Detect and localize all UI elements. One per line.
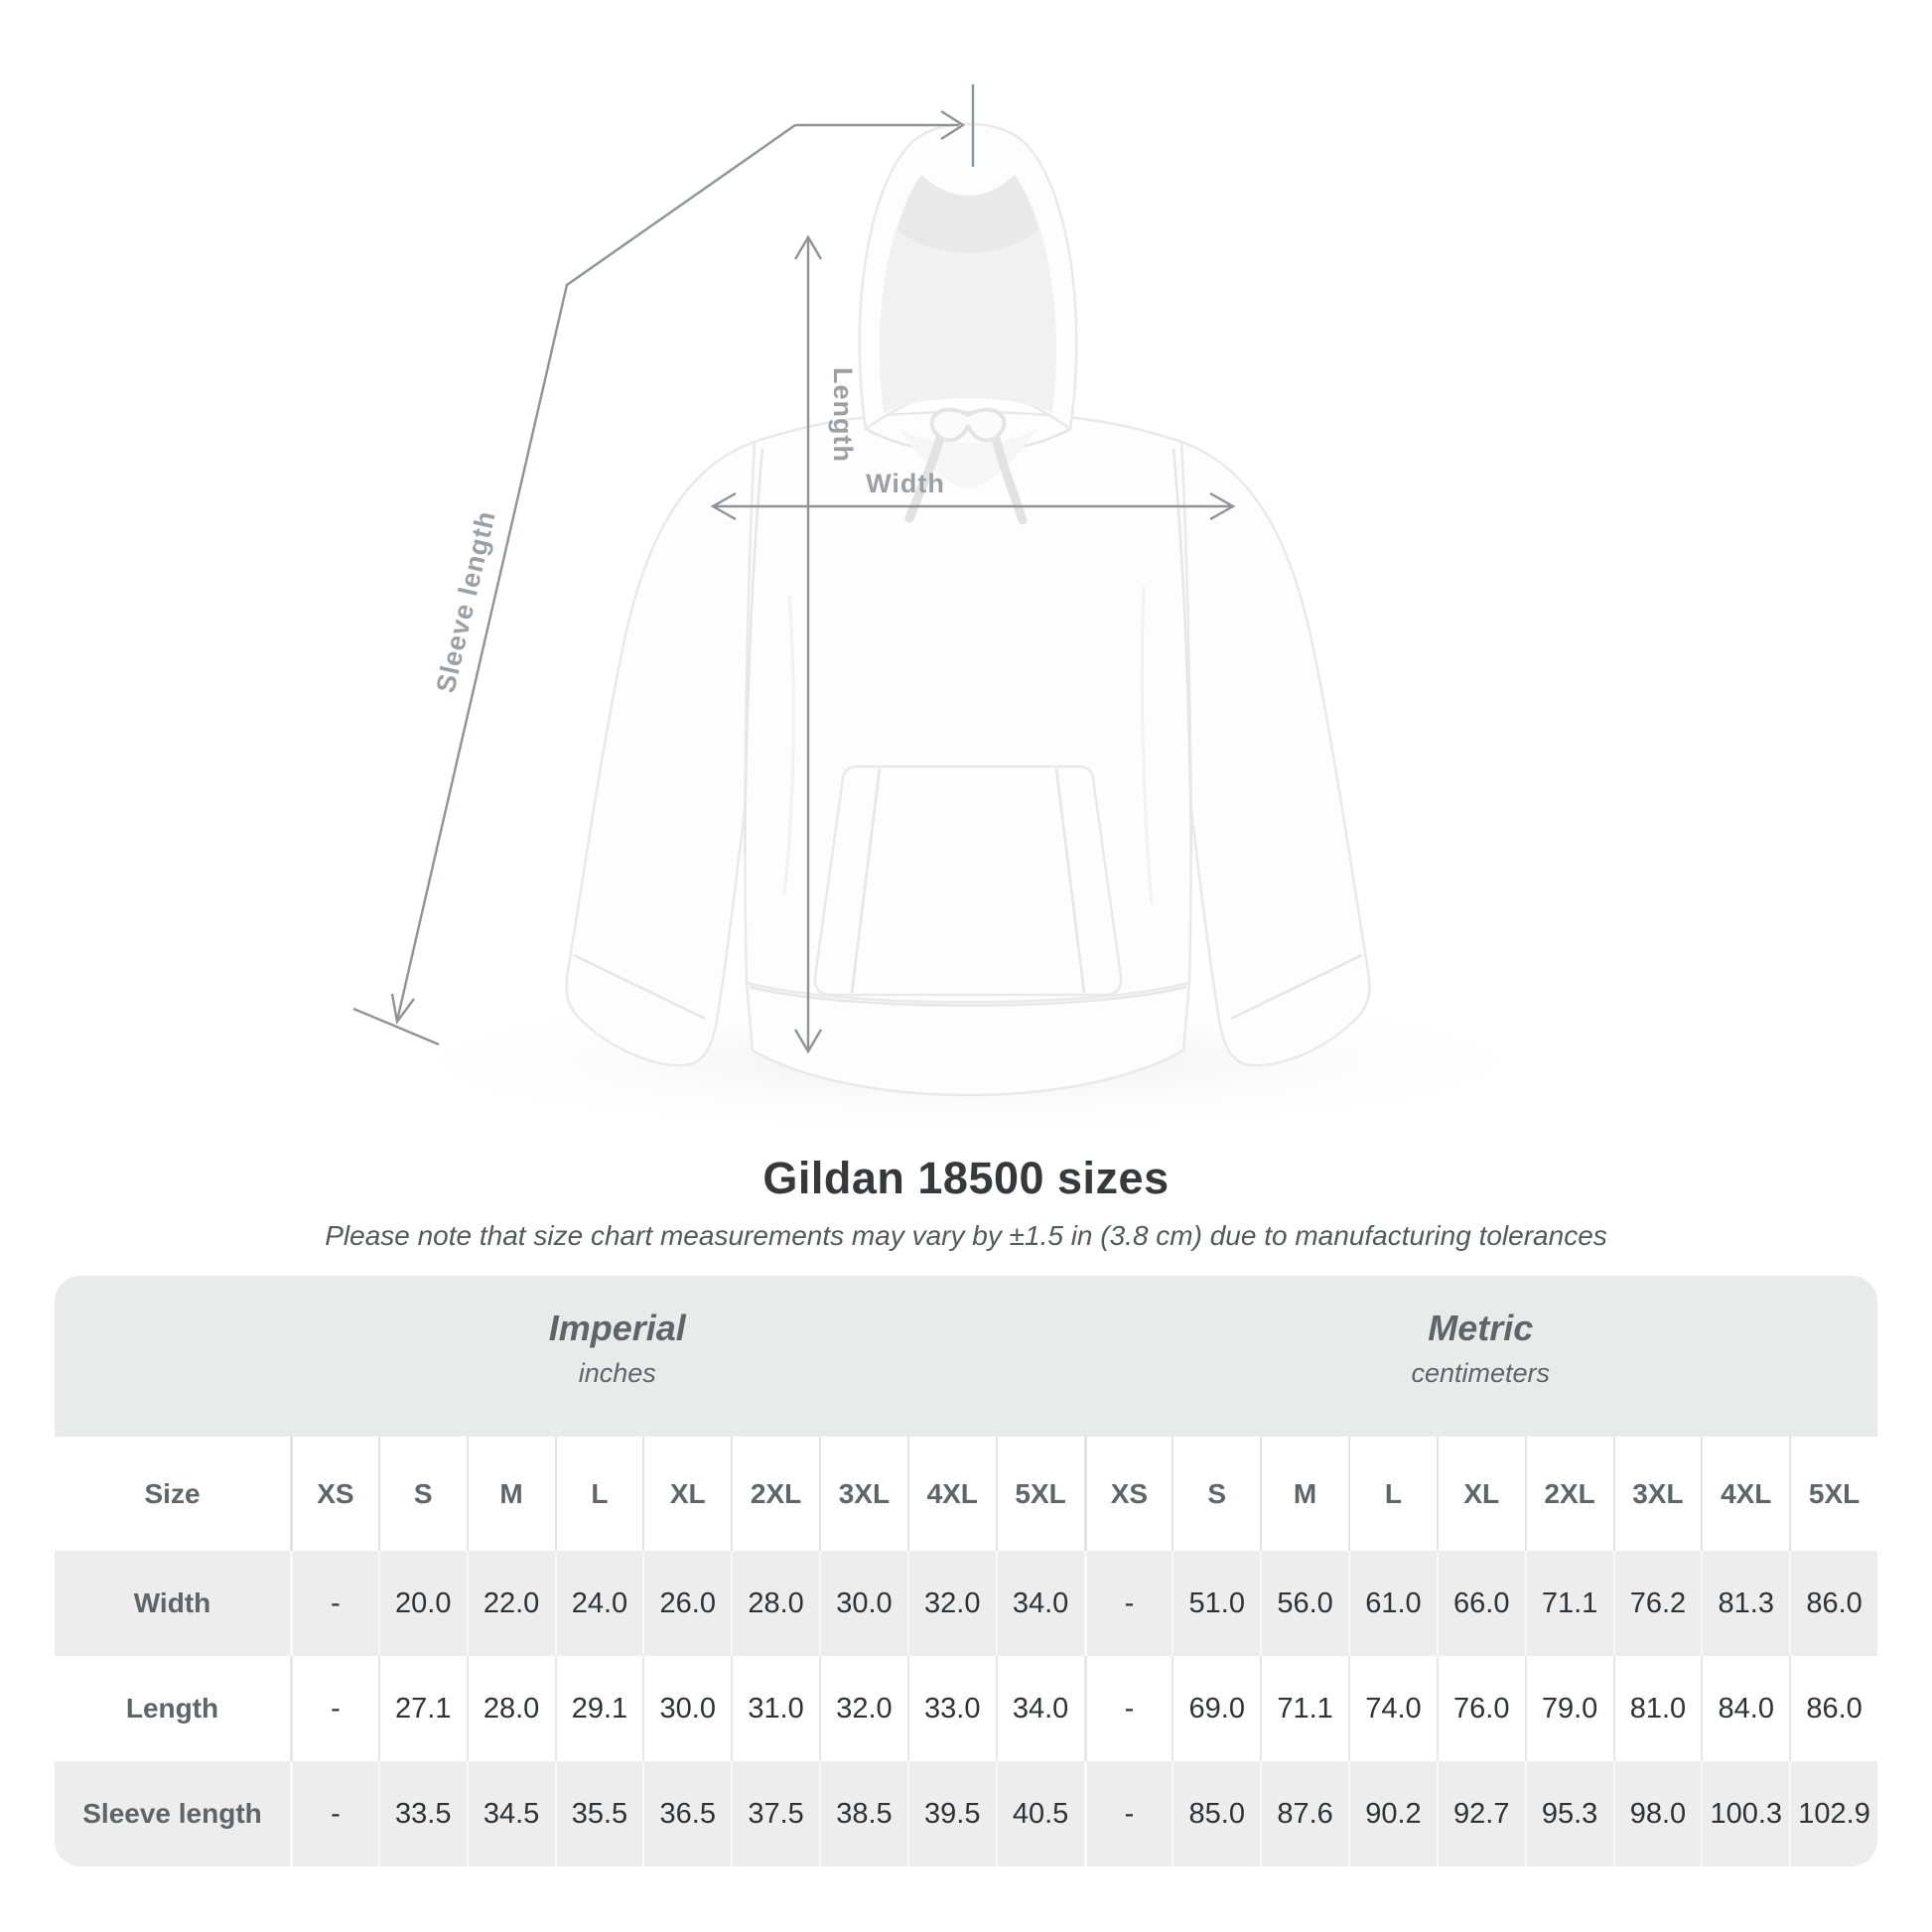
value-cell-metric: - [1084,1761,1173,1866]
value-cell-metric: 86.0 [1789,1551,1877,1656]
value-cell-imperial: 33.5 [378,1761,467,1866]
value-cell-metric: 71.1 [1525,1551,1613,1656]
size-header-imperial-3xl: 3XL [819,1437,907,1551]
imperial-group-title: Imperial [548,1308,686,1348]
value-cell-metric: 61.0 [1348,1551,1437,1656]
metric-group-unit: centimeters [1411,1358,1551,1388]
value-cell-imperial: 39.5 [907,1761,996,1866]
imperial-group [220,1276,1015,1437]
size-header-imperial-l: L [555,1437,643,1551]
size-header-imperial-2xl: 2XL [731,1437,819,1551]
value-cell-imperial: 34.0 [996,1551,1084,1656]
metric-group [1084,1276,1878,1437]
value-cell-imperial: 38.5 [819,1761,907,1866]
value-cell-imperial: 37.5 [731,1761,819,1866]
value-cell-imperial: 33.0 [907,1656,996,1761]
value-cell-metric: 69.0 [1172,1656,1260,1761]
length-label: Length [828,367,858,463]
value-cell-metric: 81.0 [1613,1656,1702,1761]
size-header-metric-2xl: 2XL [1525,1437,1613,1551]
value-cell-imperial: 24.0 [555,1551,643,1656]
value-cell-metric: 87.6 [1260,1761,1348,1866]
value-cell-metric: 76.0 [1437,1656,1525,1761]
page-title: Gildan 18500 sizes [762,1153,1170,1203]
value-cell-imperial: 34.0 [996,1656,1084,1761]
size-header-metric-3xl: 3XL [1613,1437,1702,1551]
row-label: Sleeve length [55,1761,290,1866]
value-cell-imperial: 29.1 [555,1656,643,1761]
size-header-metric-4xl: 4XL [1701,1437,1789,1551]
metric-group-title: Metric [1428,1308,1534,1348]
value-cell-imperial: - [290,1656,378,1761]
row-label: Width [55,1551,290,1656]
unit-group-header [55,1276,1877,1437]
value-cell-imperial: 32.0 [907,1551,996,1656]
value-cell-imperial: 27.1 [378,1656,467,1761]
value-cell-metric: - [1084,1551,1173,1656]
value-cell-metric: 74.0 [1348,1656,1437,1761]
imperial-group-unit: inches [578,1358,656,1388]
size-header-metric-xl: XL [1437,1437,1525,1551]
sleeve-length-label: Sleeve length [430,507,501,696]
size-grid [55,1437,1877,1866]
row-label: Length [55,1656,290,1761]
value-cell-imperial: 32.0 [819,1656,907,1761]
value-cell-imperial: 36.5 [642,1761,731,1866]
size-header-imperial-xs: XS [290,1437,378,1551]
value-cell-metric: 56.0 [1260,1551,1348,1656]
hoodie-illustration [352,124,1584,1137]
value-cell-imperial: 40.5 [996,1761,1084,1866]
value-cell-metric: 102.9 [1789,1761,1877,1866]
size-header-imperial-4xl: 4XL [907,1437,996,1551]
value-cell-imperial: 28.0 [467,1656,555,1761]
size-header-metric-m: M [1260,1437,1348,1551]
hoodie-pocket [815,766,1121,995]
hoodie-right-sleeve [1162,442,1369,1065]
value-cell-imperial: 35.5 [555,1761,643,1866]
value-cell-metric: 85.0 [1172,1761,1260,1866]
value-cell-imperial: - [290,1551,378,1656]
value-cell-metric: 51.0 [1172,1551,1260,1656]
value-cell-imperial: 22.0 [467,1551,555,1656]
hoodie-left-sleeve [567,442,774,1065]
value-cell-imperial: 30.0 [819,1551,907,1656]
value-cell-metric: 95.3 [1525,1761,1613,1866]
value-cell-metric: 86.0 [1789,1656,1877,1761]
size-header-imperial-m: M [467,1437,555,1551]
heading-block [0,1138,1932,1252]
value-cell-imperial: 28.0 [731,1551,819,1656]
size-header-metric-s: S [1172,1437,1260,1551]
value-cell-imperial: 30.0 [642,1656,731,1761]
value-cell-metric: 79.0 [1525,1656,1613,1761]
page-subtitle: Please note that size chart measurements may vary by ±1.5 in (3.8 cm) due to manufacturing tolerances [325,1220,1607,1251]
value-cell-metric: - [1084,1656,1173,1761]
value-cell-metric: 92.7 [1437,1761,1525,1866]
value-cell-imperial: 34.5 [467,1761,555,1866]
size-header-metric-xs: XS [1084,1437,1173,1551]
value-cell-imperial: 20.0 [378,1551,467,1656]
size-header-metric-l: L [1348,1437,1437,1551]
size-table [55,1276,1877,1866]
value-cell-imperial: 31.0 [731,1656,819,1761]
value-cell-metric: 90.2 [1348,1761,1437,1866]
value-cell-metric: 84.0 [1701,1656,1789,1761]
size-header-metric-5xl: 5XL [1789,1437,1877,1551]
value-cell-metric: 66.0 [1437,1551,1525,1656]
width-label: Width [866,469,945,498]
size-header-imperial-5xl: 5XL [996,1437,1084,1551]
value-cell-metric: 76.2 [1613,1551,1702,1656]
value-cell-metric: 71.1 [1260,1656,1348,1761]
value-cell-imperial: - [290,1761,378,1866]
size-header-imperial-xl: XL [642,1437,731,1551]
value-cell-metric: 100.3 [1701,1761,1789,1866]
value-cell-imperial: 26.0 [642,1551,731,1656]
size-column-header: Size [55,1437,290,1551]
size-header-imperial-s: S [378,1437,467,1551]
value-cell-metric: 98.0 [1613,1761,1702,1866]
value-cell-metric: 81.3 [1701,1551,1789,1656]
